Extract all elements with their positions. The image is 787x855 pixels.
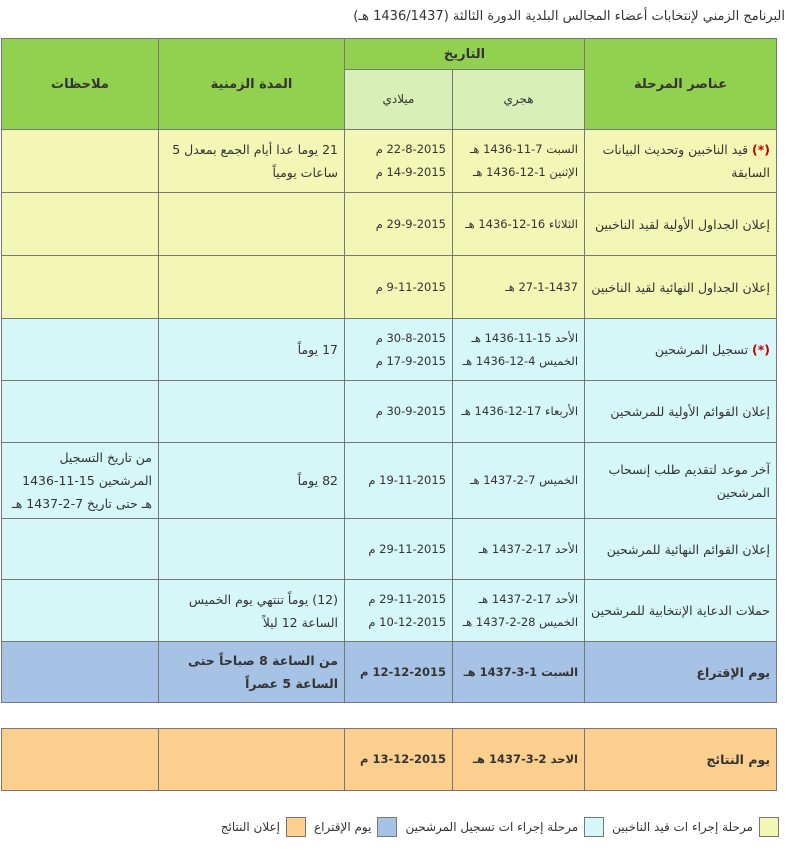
phase-label: إعلان القوائم النهائية للمرشحين	[606, 541, 771, 557]
table-row	[2, 256, 777, 319]
hijri-date: الثلاثاء 16-12-1436 هـ	[465, 216, 579, 231]
legend-label: يوم الإقتراع	[314, 820, 372, 834]
duration-cell	[159, 381, 345, 443]
results-day-row	[2, 729, 777, 791]
required-marker: (*)	[752, 142, 771, 157]
duration-cell: من الساعة 8 صباحاً حتى الساعة 5 عصراً	[159, 642, 345, 703]
legend-label: مرحلة إجراء ات تسجيل المرشحين	[405, 820, 579, 834]
notes-cell: من تاريخ التسجيل المرشحين 15-11-1436 هـ حتى تاريخ 7-2-1437 هـ	[2, 443, 159, 519]
header-gregorian: ميلادي	[345, 70, 453, 130]
gregorian-date-cell: 13-12-2015 م	[345, 729, 453, 791]
legend-item	[314, 817, 397, 837]
notes-cell	[2, 381, 159, 443]
phase-cell	[585, 256, 777, 319]
phase-cell	[585, 443, 777, 519]
phase-cell	[585, 130, 777, 193]
hijri-date-cell	[453, 319, 585, 381]
legend-label: مرحلة إجراء ات قيد الناخبين	[612, 820, 753, 834]
notes-cell	[2, 642, 159, 703]
notes-cell	[2, 580, 159, 642]
schedule-rows	[2, 130, 777, 791]
table-row	[2, 580, 777, 642]
hijri-date: السبت 7-11-1436 هـ	[469, 142, 579, 156]
phase-label: إعلان القوائم الأولية للمرشحين	[610, 404, 771, 419]
header-notes: ملاحظات	[2, 39, 159, 130]
hijri-date: الأربعاء 17-12-1436 هـ	[461, 404, 579, 418]
hijri-date: الخميس 4-12-1436 هـ	[462, 353, 579, 368]
table-row	[2, 319, 777, 381]
hijri-date-cell	[453, 519, 585, 580]
gregorian-date-cell: 12-12-2015 م	[345, 642, 453, 703]
gregorian-date: 10-12-2015 م	[368, 614, 447, 629]
legend-swatch	[377, 817, 397, 837]
legend-label: إعلان النتائج	[220, 820, 280, 834]
gregorian-date: 29-11-2015 م	[368, 591, 447, 606]
phase-label: تسجيل المرشحين	[654, 342, 749, 357]
phase-cell	[585, 319, 777, 381]
legend-item	[405, 817, 604, 837]
phase-cell	[585, 193, 777, 256]
phase-label: إعلان الجداول النهائية لقيد الناخبين	[591, 279, 771, 295]
gregorian-date: 30-9-2015 م	[375, 404, 447, 418]
legend-swatch	[286, 817, 306, 837]
legend-item	[221, 817, 306, 837]
required-marker: (*)	[752, 342, 771, 357]
header-date: التاريخ	[345, 39, 585, 70]
duration-cell: 82 يوماً	[159, 443, 345, 519]
duration-cell: 17 يوماً	[159, 319, 345, 381]
phase-label: آخر موعد لتقديم طلب إنسحاب المرشحين	[608, 461, 771, 500]
notes-cell	[2, 319, 159, 381]
phase-label: قيد الناخبين وتحديث البيانات السابقة	[602, 142, 771, 180]
notes-cell	[2, 519, 159, 580]
duration-cell: (12) يوماً تنتهي يوم الخميس الساعة 12 ليلاً	[159, 580, 345, 642]
hijri-date: الخميس 7-2-1437 هـ	[470, 473, 579, 487]
phase-cell	[585, 580, 777, 642]
legend	[213, 812, 779, 842]
header-duration: المدة الزمنية	[159, 39, 345, 130]
phase-label: إعلان الجداول الأولية لقيد الناخبين	[595, 216, 771, 232]
gap-cell	[2, 703, 777, 729]
hijri-date: 27-1-1437 هـ	[505, 279, 579, 294]
gregorian-date: 22-8-2015 م	[375, 142, 447, 156]
hijri-date-cell	[453, 381, 585, 443]
table-row	[2, 381, 777, 443]
hijri-date: الخميس 28-2-1437 هـ	[462, 614, 579, 629]
gregorian-date-cell	[345, 519, 453, 580]
vote-day-row	[2, 642, 777, 703]
hijri-date-cell	[453, 193, 585, 256]
hijri-date-cell	[453, 130, 585, 193]
table-row	[2, 130, 777, 193]
duration-cell	[159, 519, 345, 580]
phase-cell: يوم الإقتراع	[585, 642, 777, 703]
gregorian-date-cell	[345, 193, 453, 256]
gregorian-date-cell	[345, 443, 453, 519]
notes-cell	[2, 193, 159, 256]
gregorian-date: 19-11-2015 م	[368, 473, 447, 487]
hijri-date: الأحد 17-2-1437 هـ	[478, 541, 579, 556]
gregorian-date: 9-11-2015 م	[375, 279, 447, 294]
legend-item	[612, 817, 779, 837]
duration-cell	[159, 193, 345, 256]
header-hijri: هجري	[453, 70, 585, 130]
duration-cell	[159, 256, 345, 319]
duration-cell: 21 يوما عدا أيام الجمع بمعدل 5 ساعات يومياً	[159, 130, 345, 193]
legend-swatch	[584, 817, 604, 837]
hijri-date: الأحد 17-2-1437 هـ	[478, 591, 579, 606]
phase-cell: يوم النتائج	[585, 729, 777, 791]
hijri-date: الأحد 15-11-1436 هـ	[471, 330, 579, 345]
table-gap	[2, 703, 777, 729]
page-title: البرنامج الزمني لإنتخابات أعضاء المجالس البلدية الدورة الثالثة (1436/1437 هـ)	[353, 9, 785, 24]
gregorian-date: 29-9-2015 م	[375, 216, 447, 231]
gregorian-date-cell	[345, 580, 453, 642]
hijri-date-cell	[453, 443, 585, 519]
header-phase: عناصر المرحلة	[585, 39, 777, 130]
gregorian-date: 30-8-2015 م	[375, 330, 447, 345]
gregorian-date-cell	[345, 130, 453, 193]
notes-cell	[2, 130, 159, 193]
phase-cell	[585, 381, 777, 443]
hijri-date: الإثنين 1-12-1436 هـ	[473, 165, 579, 179]
hijri-date-cell: السبت 1-3-1437 هـ	[453, 642, 585, 703]
notes-cell	[2, 256, 159, 319]
notes-cell	[2, 729, 159, 791]
table-row	[2, 193, 777, 256]
duration-cell	[159, 729, 345, 791]
phase-label: حملات الدعاية الإنتخابية للمرشحين	[591, 603, 771, 618]
phase-cell	[585, 519, 777, 580]
gregorian-date: 29-11-2015 م	[368, 541, 447, 556]
gregorian-date-cell	[345, 381, 453, 443]
gregorian-date-cell	[345, 256, 453, 319]
gregorian-date: 14-9-2015 م	[375, 165, 447, 179]
hijri-date-cell	[453, 580, 585, 642]
hijri-date-cell: الاحد 2-3-1437 هـ	[453, 729, 585, 791]
gregorian-date-cell	[345, 319, 453, 381]
legend-swatch	[759, 817, 779, 837]
hijri-date-cell	[453, 256, 585, 319]
gregorian-date: 17-9-2015 م	[375, 353, 447, 368]
table-row	[2, 443, 777, 519]
schedule-table	[1, 38, 777, 791]
table-row	[2, 519, 777, 580]
